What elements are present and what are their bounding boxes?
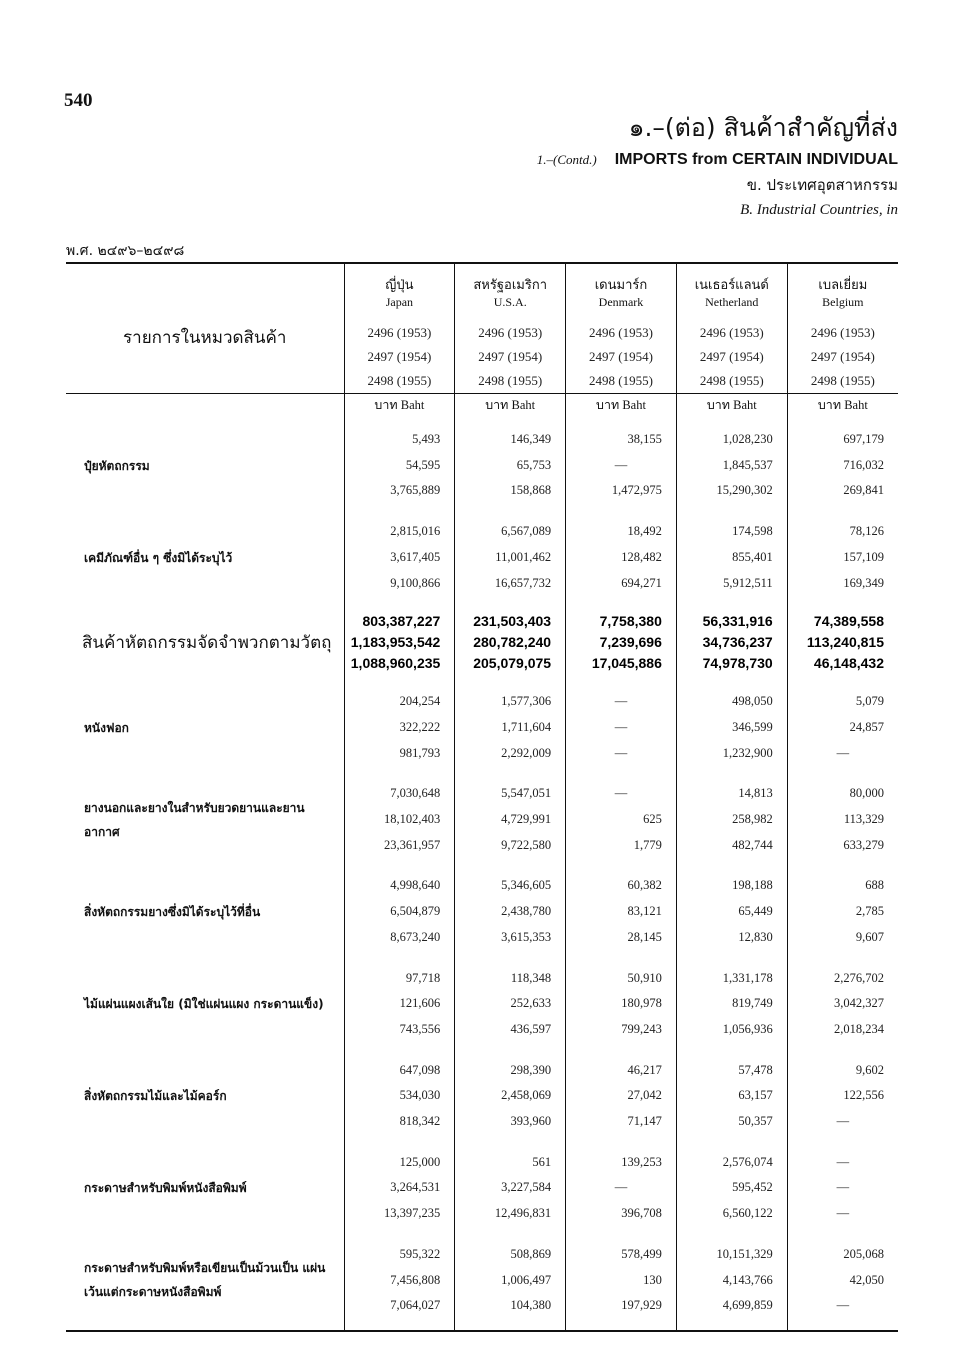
value-cell: 83,121 — [566, 899, 677, 925]
value-cell: 42,050 — [787, 1268, 898, 1294]
year-label: 2496 (1953) — [344, 321, 455, 345]
value-cell: 2,438,780 — [455, 899, 566, 925]
value-cell: 743,556 — [344, 1017, 455, 1043]
value-cell: 125,000 — [344, 1150, 455, 1176]
spacer-cell — [344, 951, 455, 966]
value-cell: 4,729,991 — [455, 807, 566, 833]
value-cell: 12,496,831 — [455, 1201, 566, 1227]
value-cell: 7,758,380 — [566, 611, 677, 632]
spacer-cell — [455, 416, 566, 427]
value-cell: 2,018,234 — [787, 1017, 898, 1043]
value-cell: 56,331,916 — [676, 611, 787, 632]
year-label: 2498 (1955) — [344, 369, 455, 394]
spacer-cell — [676, 1227, 787, 1242]
value-cell: 3,617,405 — [344, 545, 455, 571]
value-cell: 121,606 — [344, 991, 455, 1017]
value-cell: 104,380 — [455, 1293, 566, 1319]
category-label: ไม้แผ่นแผงเส้นใย (มิใช่แผ่นแผง กระดานแข็ง) — [84, 997, 324, 1012]
value-cell: 54,595 — [344, 453, 455, 479]
value-cell: 1,711,604 — [455, 715, 566, 741]
spacer-cell — [787, 951, 898, 966]
value-cell: 1,472,975 — [566, 478, 677, 504]
value-cell: 5,346,605 — [455, 873, 566, 899]
value-cell: 197,929 — [566, 1293, 677, 1319]
value-cell: 3,765,889 — [344, 478, 455, 504]
value-cell: — — [787, 1109, 898, 1135]
unit-blank — [66, 394, 344, 417]
year-label: 2498 (1955) — [566, 369, 677, 394]
value-cell: 18,102,403 — [344, 807, 455, 833]
value-cell: 231,503,403 — [455, 611, 566, 632]
spacer-cell — [455, 1227, 566, 1242]
value-cell: 158,868 — [455, 478, 566, 504]
country-name-english: Denmark — [598, 295, 644, 309]
year-label: 2497 (1954) — [676, 345, 787, 369]
spacer-cell — [66, 504, 344, 519]
year-label: 2496 (1953) — [455, 321, 566, 345]
value-cell: 2,292,009 — [455, 741, 566, 767]
value-cell: 80,000 — [787, 781, 898, 807]
value-cell: 1,577,306 — [455, 689, 566, 715]
value-cell: — — [566, 781, 677, 807]
value-cell: 17,045,886 — [566, 653, 677, 674]
spacer-cell — [455, 504, 566, 519]
value-cell: 855,401 — [676, 545, 787, 571]
spacer-cell — [566, 1043, 677, 1058]
category-label: หนังฟอก — [84, 720, 129, 735]
value-cell: 252,633 — [455, 991, 566, 1017]
spacer-cell — [66, 858, 344, 873]
value-cell: 1,779 — [566, 833, 677, 859]
country-name-thai: เดนมาร์ก — [594, 278, 648, 293]
spacer-cell — [787, 674, 898, 689]
spacer-cell — [676, 1319, 787, 1331]
value-cell: 97,718 — [344, 966, 455, 992]
value-cell: 482,744 — [676, 833, 787, 859]
spacer-cell — [66, 596, 344, 611]
value-cell: — — [787, 1150, 898, 1176]
value-cell: 4,998,640 — [344, 873, 455, 899]
value-cell: 7,064,027 — [344, 1293, 455, 1319]
value-cell: 28,145 — [566, 925, 677, 951]
value-cell: 9,100,866 — [344, 571, 455, 597]
year-label: 2497 (1954) — [455, 345, 566, 369]
value-cell: 46,148,432 — [787, 653, 898, 674]
value-cell: 5,547,051 — [455, 781, 566, 807]
title-english-text: IMPORTS from CERTAIN INDIVIDUAL — [614, 151, 898, 168]
spacer-cell — [566, 596, 677, 611]
spacer-cell — [787, 596, 898, 611]
spacer-cell — [344, 766, 455, 781]
value-cell: 694,271 — [566, 571, 677, 597]
category-label: ยางนอกและยางในสำหรับยวดยานและยาน อากาศ — [84, 800, 305, 839]
spacer-cell — [676, 858, 787, 873]
category-label: ปุ๋ยหัตถกรรม — [84, 458, 150, 473]
value-cell: 157,109 — [787, 545, 898, 571]
value-cell: 60,382 — [566, 873, 677, 899]
spacer-cell — [566, 1135, 677, 1150]
value-cell: 633,279 — [787, 833, 898, 859]
spacer-cell — [566, 858, 677, 873]
spacer-cell — [66, 1135, 344, 1150]
value-cell: 18,492 — [566, 519, 677, 545]
value-cell: 3,264,531 — [344, 1175, 455, 1201]
value-cell: 46,217 — [566, 1058, 677, 1084]
country-header — [676, 263, 787, 321]
value-cell: 50,910 — [566, 966, 677, 992]
table-row — [66, 1058, 898, 1084]
value-cell: 4,699,859 — [676, 1293, 787, 1319]
value-cell: 2,458,069 — [455, 1083, 566, 1109]
value-cell: 74,389,558 — [787, 611, 898, 632]
category-label: กระดาษสำหรับพิมพ์หนังสือพิมพ์ — [84, 1181, 247, 1196]
value-cell: 146,349 — [455, 427, 566, 453]
value-cell: 74,978,730 — [676, 653, 787, 674]
year-label: 2498 (1955) — [787, 369, 898, 394]
header-block — [378, 108, 898, 222]
value-cell: 803,387,227 — [344, 611, 455, 632]
unit-label: บาท Baht — [787, 394, 898, 417]
value-cell: 6,567,089 — [455, 519, 566, 545]
table-row — [66, 427, 898, 453]
spacer-cell — [66, 951, 344, 966]
value-cell: 12,830 — [676, 925, 787, 951]
unit-label: บาท Baht — [455, 394, 566, 417]
table-row — [66, 873, 898, 899]
year-label: 2497 (1954) — [566, 345, 677, 369]
title-english — [378, 148, 898, 172]
spacer-cell — [344, 1043, 455, 1058]
value-cell: 9,607 — [787, 925, 898, 951]
spacer-cell — [676, 951, 787, 966]
value-cell: 5,912,511 — [676, 571, 787, 597]
value-cell: 819,749 — [676, 991, 787, 1017]
value-cell: 1,088,960,235 — [344, 653, 455, 674]
value-cell: 57,478 — [676, 1058, 787, 1084]
table-row — [66, 781, 898, 807]
value-cell: 2,276,702 — [787, 966, 898, 992]
value-cell: — — [566, 741, 677, 767]
spacer-cell — [566, 504, 677, 519]
value-cell: 818,342 — [344, 1109, 455, 1135]
country-header — [787, 263, 898, 321]
value-cell: 174,598 — [676, 519, 787, 545]
value-cell: 1,056,936 — [676, 1017, 787, 1043]
spacer-cell — [66, 1319, 344, 1331]
value-cell: 1,232,900 — [676, 741, 787, 767]
country-name-thai: เบลเยี่ยม — [818, 278, 868, 293]
year-label: 2496 (1953) — [787, 321, 898, 345]
title-thai: ๑.–(ต่อ) สินค้าสำคัญที่ส่ง — [628, 113, 898, 142]
value-cell: 50,357 — [676, 1109, 787, 1135]
value-cell: 697,179 — [787, 427, 898, 453]
value-cell: 6,560,122 — [676, 1201, 787, 1227]
value-cell: 8,673,240 — [344, 925, 455, 951]
spacer-cell — [344, 1135, 455, 1150]
value-cell: 139,253 — [566, 1150, 677, 1176]
spacer-cell — [787, 504, 898, 519]
spacer-cell — [566, 1227, 677, 1242]
category-label: เคมีภัณฑ์อื่น ๆ ซึ่งมิได้ระบุไว้ — [84, 550, 233, 565]
value-cell: 7,030,648 — [344, 781, 455, 807]
spacer-cell — [787, 1135, 898, 1150]
value-cell: 65,753 — [455, 453, 566, 479]
value-cell: 1,028,230 — [676, 427, 787, 453]
value-cell: 7,456,808 — [344, 1268, 455, 1294]
spacer-cell — [787, 416, 898, 427]
value-cell: 647,098 — [344, 1058, 455, 1084]
value-cell: 2,576,074 — [676, 1150, 787, 1176]
value-cell: 258,982 — [676, 807, 787, 833]
value-cell: 11,001,462 — [455, 545, 566, 571]
spacer-cell — [676, 1043, 787, 1058]
spacer-cell — [676, 674, 787, 689]
spacer-cell — [455, 858, 566, 873]
value-cell: 14,813 — [676, 781, 787, 807]
spacer-cell — [66, 674, 344, 689]
value-cell: 65,449 — [676, 899, 787, 925]
page-number: 540 — [64, 90, 93, 111]
spacer-cell — [566, 951, 677, 966]
spacer-cell — [676, 596, 787, 611]
country-name-thai: สหรัฐอเมริกา — [473, 278, 548, 293]
value-cell: 128,482 — [566, 545, 677, 571]
year-label: 2498 (1955) — [676, 369, 787, 394]
value-cell: 198,188 — [676, 873, 787, 899]
value-cell: 396,708 — [566, 1201, 677, 1227]
value-cell: 799,243 — [566, 1017, 677, 1043]
value-cell: 5,079 — [787, 689, 898, 715]
category-label: สิ่งหัตถกรรมยางซึ่งมิได้ระบุไว้ที่อื่น — [84, 904, 261, 919]
value-cell: 204,254 — [344, 689, 455, 715]
year-label: 2496 (1953) — [566, 321, 677, 345]
value-cell: 15,290,302 — [676, 478, 787, 504]
spacer-cell — [344, 416, 455, 427]
spacer-cell — [455, 951, 566, 966]
value-cell: — — [566, 1175, 677, 1201]
year-label: 2497 (1954) — [787, 345, 898, 369]
value-cell: — — [566, 689, 677, 715]
value-cell: 269,841 — [787, 478, 898, 504]
country-name-thai: ญี่ปุ่น — [385, 278, 414, 293]
value-cell: 10,151,329 — [676, 1242, 787, 1268]
value-cell: 534,030 — [344, 1083, 455, 1109]
country-name-thai: เนเธอร์แลนด์ — [694, 278, 769, 293]
spacer-cell — [66, 766, 344, 781]
value-cell: — — [787, 1201, 898, 1227]
spacer-cell — [455, 1135, 566, 1150]
contd-label: 1.–(Contd.) — [536, 152, 597, 167]
value-cell: 3,042,327 — [787, 991, 898, 1017]
spacer-cell — [787, 1227, 898, 1242]
value-cell: 1,006,497 — [455, 1268, 566, 1294]
value-cell: — — [787, 741, 898, 767]
spacer-cell — [676, 1135, 787, 1150]
value-cell: 7,239,696 — [566, 632, 677, 653]
spacer-cell — [344, 1227, 455, 1242]
table-row — [66, 689, 898, 715]
value-cell: 3,615,353 — [455, 925, 566, 951]
country-header — [566, 263, 677, 321]
spacer-cell — [66, 1227, 344, 1242]
value-cell: 561 — [455, 1150, 566, 1176]
value-cell: 5,493 — [344, 427, 455, 453]
value-cell: 322,222 — [344, 715, 455, 741]
spacer-cell — [66, 416, 344, 427]
value-cell: 9,602 — [787, 1058, 898, 1084]
category-label: กระดาษสำหรับพิมพ์หรือเขียนเป็นม้วนเป็น แผ่นเว้นแต่กระดาษหนังสือพิมพ์ — [84, 1261, 326, 1300]
subtitle-thai: ข. ประเทศอุตสาหกรรม — [746, 176, 898, 194]
value-cell: 1,845,537 — [676, 453, 787, 479]
value-cell: 130 — [566, 1268, 677, 1294]
value-cell: 625 — [566, 807, 677, 833]
value-cell: 113,240,815 — [787, 632, 898, 653]
value-cell: 298,390 — [455, 1058, 566, 1084]
value-cell: 595,322 — [344, 1242, 455, 1268]
spacer-cell — [566, 674, 677, 689]
spacer-cell — [344, 1319, 455, 1331]
value-cell: 2,815,016 — [344, 519, 455, 545]
spacer-cell — [455, 596, 566, 611]
table-row — [66, 966, 898, 992]
spacer-cell — [344, 596, 455, 611]
category-label: สินค้าหัตถกรรมจัดจำพวกตามวัตถุ — [82, 632, 332, 653]
value-cell: 63,157 — [676, 1083, 787, 1109]
value-cell: 205,079,075 — [455, 653, 566, 674]
value-cell: 4,143,766 — [676, 1268, 787, 1294]
value-cell: 436,597 — [455, 1017, 566, 1043]
value-cell: 3,227,584 — [455, 1175, 566, 1201]
value-cell: 9,722,580 — [455, 833, 566, 859]
country-name-english: Belgium — [822, 295, 864, 309]
spacer-cell — [566, 416, 677, 427]
value-cell: 981,793 — [344, 741, 455, 767]
value-cell: 716,032 — [787, 453, 898, 479]
unit-label: บาท Baht — [676, 394, 787, 417]
spacer-cell — [344, 674, 455, 689]
value-cell: 27,042 — [566, 1083, 677, 1109]
value-cell: 24,857 — [787, 715, 898, 741]
year-label: 2496 (1953) — [676, 321, 787, 345]
year-range: พ.ศ. ๒๔๙๖–๒๔๙๘ — [66, 243, 185, 259]
spacer-cell — [787, 858, 898, 873]
spacer-cell — [787, 1043, 898, 1058]
value-cell: 280,782,240 — [455, 632, 566, 653]
value-cell: 393,960 — [455, 1109, 566, 1135]
spacer-cell — [787, 1319, 898, 1331]
value-cell: 688 — [787, 873, 898, 899]
spacer-cell — [455, 674, 566, 689]
spacer-cell — [455, 766, 566, 781]
country-name-english: U.S.A. — [493, 295, 527, 309]
value-cell: 1,183,953,542 — [344, 632, 455, 653]
value-cell: 16,657,732 — [455, 571, 566, 597]
year-label: 2498 (1955) — [455, 369, 566, 394]
value-cell: 498,050 — [676, 689, 787, 715]
value-cell: 2,785 — [787, 899, 898, 925]
spacer-cell — [676, 766, 787, 781]
value-cell: 6,504,879 — [344, 899, 455, 925]
country-header — [344, 263, 455, 321]
country-name-english: Netherland — [705, 295, 759, 309]
value-cell: 13,397,235 — [344, 1201, 455, 1227]
table-row — [66, 1150, 898, 1176]
value-cell: 78,126 — [787, 519, 898, 545]
spacer-cell — [66, 1043, 344, 1058]
imports-table — [66, 262, 898, 1332]
value-cell: 508,869 — [455, 1242, 566, 1268]
spacer-cell — [787, 766, 898, 781]
value-cell: 169,349 — [787, 571, 898, 597]
value-cell: 346,599 — [676, 715, 787, 741]
value-cell: 34,736,237 — [676, 632, 787, 653]
value-cell: — — [787, 1293, 898, 1319]
country-header — [455, 263, 566, 321]
value-cell: 38,155 — [566, 427, 677, 453]
value-cell: 578,499 — [566, 1242, 677, 1268]
value-cell: 113,329 — [787, 807, 898, 833]
table-row — [66, 519, 898, 545]
value-cell: 595,452 — [676, 1175, 787, 1201]
table-row — [66, 1242, 898, 1268]
value-cell: — — [566, 715, 677, 741]
spacer-cell — [344, 504, 455, 519]
spacer-cell — [676, 416, 787, 427]
value-cell: 1,331,178 — [676, 966, 787, 992]
spacer-cell — [566, 1319, 677, 1331]
subtitle-english: B. Industrial Countries, in — [740, 202, 898, 218]
value-cell: 23,361,957 — [344, 833, 455, 859]
category-label: สิ่งหัตถกรรมไม้และไม้คอร์ก — [84, 1089, 227, 1104]
spacer-cell — [566, 766, 677, 781]
spacer-cell — [676, 504, 787, 519]
value-cell: 71,147 — [566, 1109, 677, 1135]
value-cell: 122,556 — [787, 1083, 898, 1109]
spacer-cell — [455, 1043, 566, 1058]
value-cell: — — [787, 1175, 898, 1201]
unit-label: บาท Baht — [344, 394, 455, 417]
country-name-english: Japan — [385, 295, 414, 309]
spacer-cell — [455, 1319, 566, 1331]
table-row — [66, 611, 898, 632]
value-cell: 118,348 — [455, 966, 566, 992]
unit-label: บาท Baht — [566, 394, 677, 417]
value-cell: 205,068 — [787, 1242, 898, 1268]
value-cell: — — [566, 453, 677, 479]
spacer-cell — [344, 858, 455, 873]
year-label: 2497 (1954) — [344, 345, 455, 369]
value-cell: 180,978 — [566, 991, 677, 1017]
category-header: รายการในหมวดสินค้า — [123, 328, 287, 348]
